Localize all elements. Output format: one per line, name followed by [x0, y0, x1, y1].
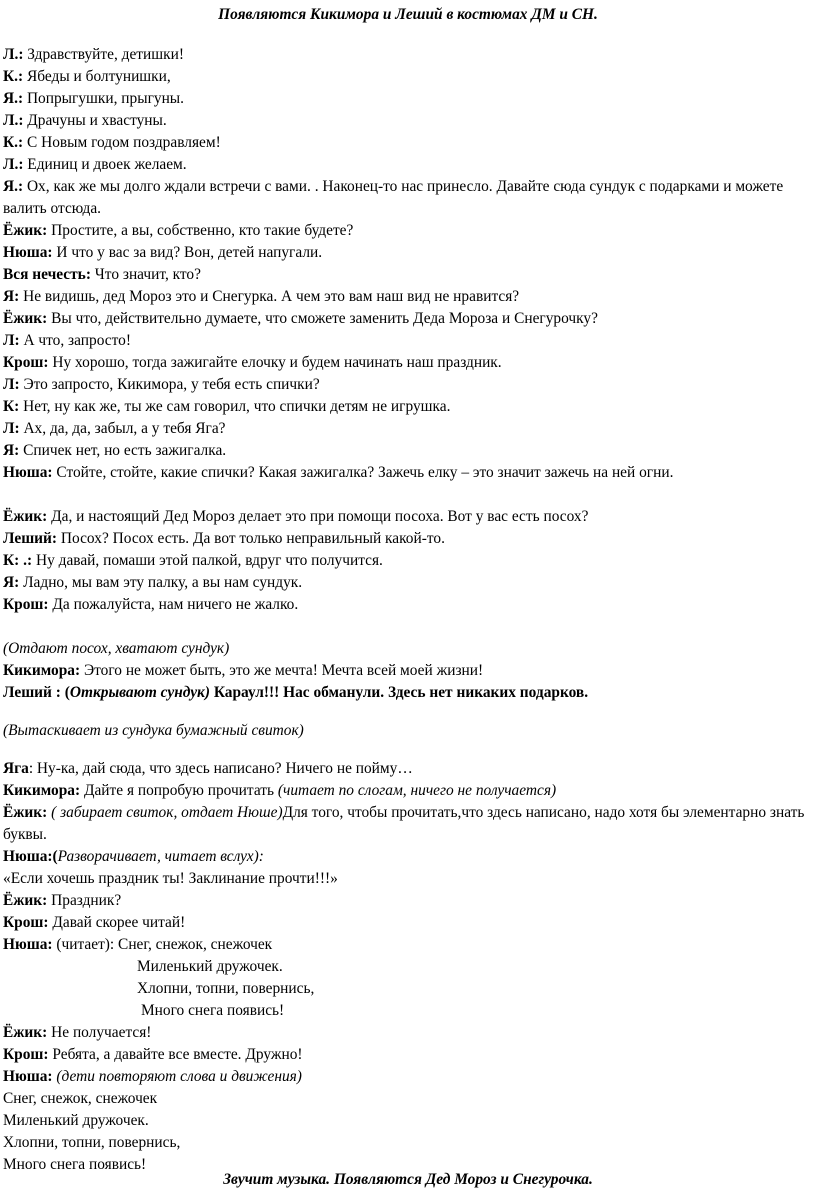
- speaker-name: Крош:: [3, 596, 49, 613]
- dialogue-text: Давай скорее читай!: [48, 914, 186, 931]
- scene-heading-top: Появляются Кикимора и Леший в костюмах ДМ и СН.: [218, 6, 598, 23]
- dialogue-line: [3, 462, 811, 484]
- dialogue-text: Единиц и двоек желаем.: [23, 156, 187, 173]
- dialogue-line: [3, 934, 811, 956]
- dialogue-text: И что у вас за вид? Вон, детей напугали.: [52, 244, 323, 261]
- speaker-name: К:: [3, 398, 20, 415]
- dialogue-line: [3, 66, 811, 88]
- speaker-name: Я.:: [3, 90, 24, 107]
- dialogue-line: [3, 176, 811, 220]
- speaker-name: Ёжик:: [3, 804, 48, 821]
- dialogue-text: Караул!!! Нас обманули. Здесь нет никаких подарков.: [209, 684, 589, 701]
- dialogue-text: Да, и настоящий Дед Мороз делает это при помощи посоха. Вот у вас есть посох?: [47, 508, 589, 525]
- dialogue-text: Ребята, а давайте все вместе. Дружно!: [48, 1046, 303, 1063]
- dialogue-line: [3, 912, 811, 934]
- dialogue-line: [3, 352, 811, 374]
- dialogue-line: [3, 308, 811, 330]
- speaker-name: Ёжик:: [3, 222, 48, 239]
- dialogue-line: [3, 242, 811, 264]
- dialogue-text: Посох? Посох есть. Да вот только неправильный какой-то.: [57, 530, 445, 547]
- dialogue-line: [3, 506, 811, 528]
- dialogue-text: Ах, да, да, забыл, а у тебя Яга?: [19, 420, 226, 437]
- speaker-name: Крош:: [3, 914, 49, 931]
- speaker-name: Яга: [3, 760, 29, 777]
- speaker-name: Кикимора:: [3, 662, 81, 679]
- speaker-name: Кикимора:: [3, 782, 81, 799]
- dialogue-line: [3, 44, 811, 66]
- dialogue-line: [3, 780, 811, 802]
- dialogue-text: Ну хорошо, тогда зажигайте елочку и будем начинать наш праздник.: [48, 354, 502, 371]
- dialogue-line: [3, 374, 811, 396]
- dialogue-text: Ладно, мы вам эту палку, а вы нам сундук.: [19, 574, 303, 591]
- stage-direction: (Вытаскивает из сундука бумажный свиток): [3, 722, 304, 739]
- speaker-name: Л:: [3, 376, 20, 393]
- dialogue-text: Это запросто, Кикимора, у тебя есть спички?: [19, 376, 320, 393]
- stage-direction: (Отдают посох, хватают сундук): [3, 640, 230, 657]
- dialogue-line: [3, 550, 811, 572]
- stage-direction: Разворачивает, читает вслух):: [57, 848, 264, 865]
- verse-line: Снег, снежок, снежочек: [3, 1090, 158, 1107]
- speaker-name: Ёжик:: [3, 508, 48, 525]
- dialogue-line: [3, 264, 811, 286]
- dialogue-text: Вы что, действительно думаете, что сможете заменить Деда Мороза и Снегурочку?: [47, 310, 598, 327]
- speaker-name: Ёжик:: [3, 892, 48, 909]
- speaker-name: Вся нечесть:: [3, 266, 91, 283]
- speaker-name: Нюша:: [3, 1068, 53, 1085]
- speaker-name: К: .:: [3, 552, 33, 569]
- speaker-name: Крош:: [3, 354, 49, 371]
- speaker-name: Крош:: [3, 1046, 49, 1063]
- dialogue-line: [3, 572, 811, 594]
- speaker-name: Ёжик:: [3, 310, 48, 327]
- verse-line: Много снега появись!: [141, 1002, 285, 1019]
- dialogue-text: Нет, ну как же, ты же сам говорил, что спички детям не игрушка.: [19, 398, 451, 415]
- dialogue-text: С Новым годом поздравляем!: [23, 134, 221, 151]
- stage-direction: ( забирает свиток, отдает Нюше): [47, 804, 283, 821]
- dialogue-text: Ну давай, помаши этой палкой, вдруг что получится.: [32, 552, 383, 569]
- dialogue-line: [3, 1022, 811, 1044]
- dialogue-text: Здравствуйте, детишки!: [23, 46, 184, 63]
- verse-line: Хлопни, топни, повернись,: [3, 1134, 181, 1151]
- speaker-name: Я:: [3, 288, 20, 305]
- stage-direction: Открывают сундук): [69, 684, 210, 701]
- speaker-name: Л.:: [3, 112, 24, 129]
- dialogue-text: : Ну-ка, дай сюда, что здесь написано? Ничего не пойму…: [28, 760, 413, 777]
- speaker-name: Леший :: [3, 684, 61, 701]
- dialogue-line: [3, 418, 811, 440]
- speaker-name: Леший:: [3, 530, 58, 547]
- dialogue-line: [3, 110, 811, 132]
- speaker-name: Я:: [3, 442, 20, 459]
- speaker-name: Л:: [3, 332, 20, 349]
- scene-heading-bottom: Звучит музыка. Появляются Дед Мороз и Снегурочка.: [223, 1171, 593, 1188]
- speaker-name: Нюша:: [3, 244, 53, 261]
- dialogue-text: Ох, как же мы долго ждали встречи с вами. . Наконец-то нас принесло. Давайте сюда сундук с подарками и можете валить отсюда.: [3, 178, 784, 217]
- dialogue-line: [3, 682, 811, 704]
- verse-line: Много снега появись!: [3, 1156, 147, 1173]
- dialogue-text: Да пожалуйста, нам ничего не жалко.: [48, 596, 299, 613]
- dialogue-line: [3, 220, 811, 242]
- dialogue-line: [3, 802, 811, 846]
- dialogue-line: [3, 88, 811, 110]
- dialogue-text: Для того, чтобы прочитать,что здесь написано, надо хотя бы элементарно знать буквы.: [3, 804, 805, 843]
- dialogue-text: Не видишь, дед Мороз это и Снегурка. А чем это вам наш вид не нравится?: [19, 288, 520, 305]
- dialogue-text: А что, запросто!: [19, 332, 131, 349]
- dialogue-text: Что значит, кто?: [90, 266, 201, 283]
- speaker-name: К.:: [3, 134, 24, 151]
- speaker-name: Ёжик:: [3, 1024, 48, 1041]
- dialogue-line: [3, 594, 811, 616]
- speaker-name: Л:: [3, 420, 20, 437]
- dialogue-line: [3, 440, 811, 462]
- stage-direction: (дети повторяют слова и движения): [52, 1068, 302, 1085]
- speaker-name: Я:: [3, 574, 20, 591]
- dialogue-line: [3, 154, 811, 176]
- dialogue-text: Дайте я попробую прочитать: [80, 782, 278, 799]
- dialogue-line: [3, 330, 811, 352]
- verse-line: Миленький дружочек.: [137, 958, 283, 975]
- speaker-name: К.:: [3, 68, 24, 85]
- dialogue-text: Драчуны и хвастуны.: [23, 112, 167, 129]
- speaker-name: Нюша:: [3, 936, 53, 953]
- dialogue-text: Простите, а вы, собственно, кто такие будете?: [47, 222, 354, 239]
- dialogue-text: Ябеды и болтунишки,: [23, 68, 171, 85]
- paren-open: (: [60, 684, 70, 701]
- dialogue-text: Стойте, стойте, какие спички? Какая зажигалка? Зажечь елку – это значит зажечь на ней огни.: [52, 464, 674, 481]
- dialogue-line: [3, 890, 811, 912]
- dialogue-text: Попрыгушки, прыгуны.: [23, 90, 184, 107]
- dialogue-line: [3, 758, 811, 780]
- speaker-name: Л.:: [3, 46, 24, 63]
- dialogue-line: [3, 132, 811, 154]
- dialogue-text: Не получается!: [47, 1024, 152, 1041]
- speaker-name: Нюша:(: [3, 848, 58, 865]
- verse-line: Хлопни, топни, повернись,: [137, 980, 315, 997]
- speaker-name: Л.:: [3, 156, 24, 173]
- spell-quote: «Если хочешь праздник ты! Заклинание прочти!!!»: [3, 870, 338, 887]
- dialogue-text: Этого не может быть, это же мечта! Мечта всей моей жизни!: [80, 662, 484, 679]
- speaker-name: Нюша:: [3, 464, 53, 481]
- dialogue-text: Праздник?: [47, 892, 122, 909]
- dialogue-text: Спичек нет, но есть зажигалка.: [19, 442, 227, 459]
- dialogue-text: (читает): Снег, снежок, снежочек: [52, 936, 273, 953]
- dialogue-line: [3, 846, 811, 868]
- stage-direction: (читает по слогам, ничего не получается): [277, 782, 557, 799]
- dialogue-line: [3, 1066, 811, 1088]
- speaker-name: Я.:: [3, 178, 24, 195]
- dialogue-line: [3, 660, 811, 682]
- dialogue-line: [3, 528, 811, 550]
- dialogue-line: [3, 286, 811, 308]
- dialogue-line: [3, 1044, 811, 1066]
- verse-line: Миленький дружочек.: [3, 1112, 149, 1129]
- dialogue-line: [3, 396, 811, 418]
